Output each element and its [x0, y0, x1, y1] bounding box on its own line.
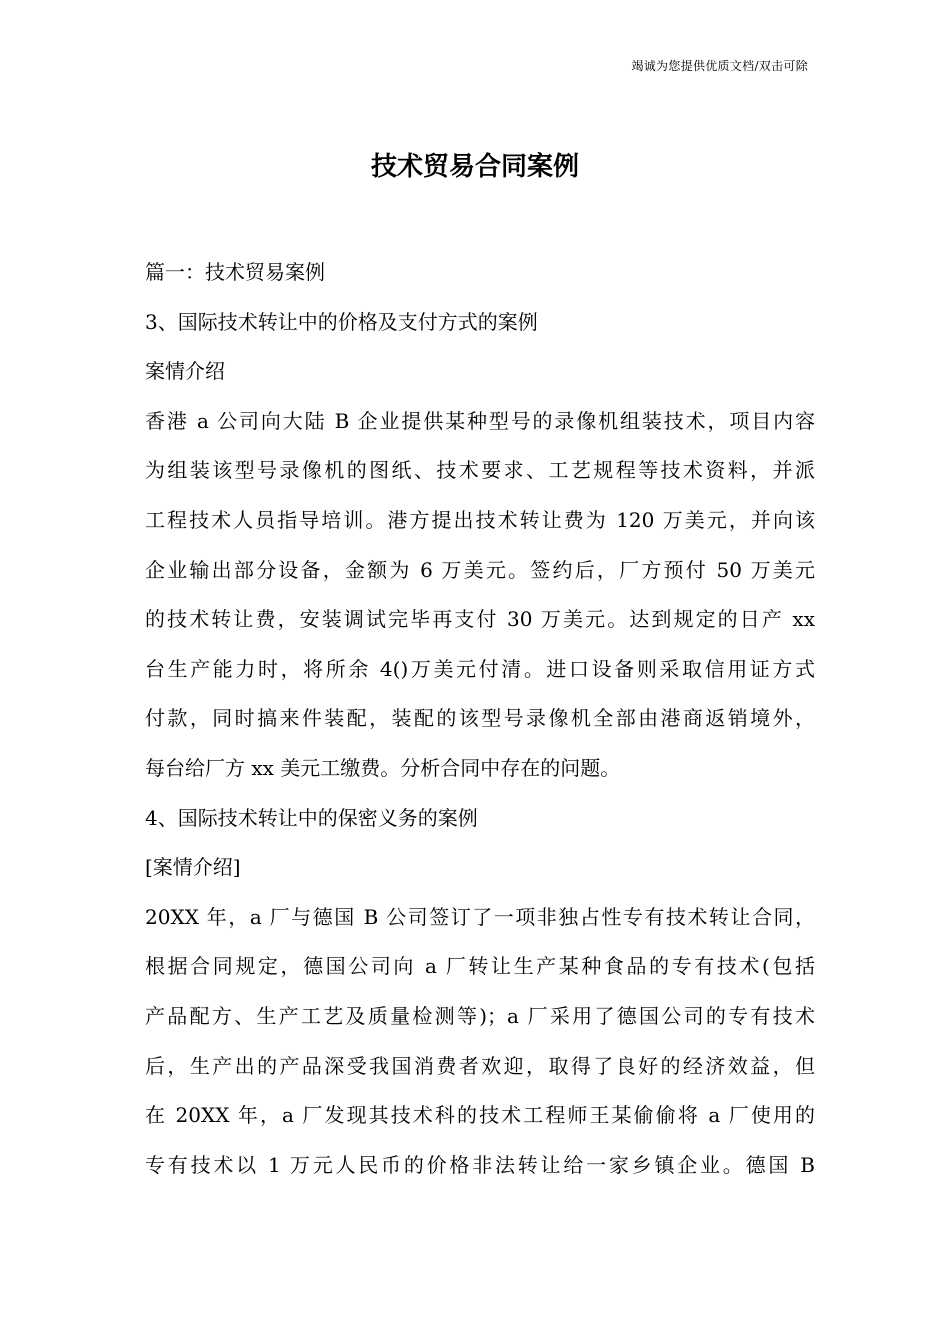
case-heading: 4、国际技术转让中的保密义务的案例: [145, 805, 478, 830]
section-heading: 篇一：技术贸易案例: [145, 260, 325, 284]
header-note: 竭诚为您提供优质文档/双击可除: [631, 59, 808, 73]
paragraph-line: 20XX 年，a 厂与德国 B 公司签订了一项非独占性专有技术转让合同，: [145, 904, 815, 929]
paragraph-line: 台生产能力时，将所余 4()万美元付清。进口设备则采取信用证方式: [145, 656, 815, 681]
paragraph-line: 每台给厂方 xx 美元工缴费。分析合同中存在的问题。: [145, 755, 621, 780]
paragraph-line: 的技术转让费，安装调试完毕再支付 30 万美元。达到规定的日产 xx: [145, 607, 815, 632]
document-title: 技术贸易合同案例: [370, 152, 579, 182]
paragraph-line: 香港 a 公司向大陆 B 企业提供某种型号的录像机组装技术，项目内容: [145, 408, 815, 433]
paragraph-line: 产品配方、生产工艺及质量检测等)；a 厂采用了德国公司的专有技术: [145, 1003, 815, 1028]
paragraph-line: 根据合同规定，德国公司向 a 厂转让生产某种食品的专有技术(包括: [145, 954, 815, 979]
case-heading: 3、国际技术转让中的价格及支付方式的案例: [145, 309, 538, 334]
document-body: [145, 253, 815, 1195]
case-subheading: 案情介绍: [145, 359, 225, 384]
case-subheading: [案情介绍]: [145, 855, 241, 880]
paragraph-line: 专有技术以 1 万元人民币的价格非法转让给一家乡镇企业。德国 B: [145, 1152, 815, 1177]
paragraph-line: 在 20XX 年，a 厂发现其技术科的技术工程师王某偷偷将 a 厂使用的: [145, 1103, 815, 1128]
paragraph-line: 企业输出部分设备，金额为 6 万美元。签约后，厂方预付 50 万美元: [145, 557, 815, 582]
paragraph-line: 付款，同时搞来件装配，装配的该型号录像机全部由港商返销境外，: [145, 706, 815, 731]
paragraph-line: 后，生产出的产品深受我国消费者欢迎，取得了良好的经济效益，但: [145, 1053, 815, 1078]
paragraph-line: 工程技术人员指导培训。港方提出技术转让费为 120 万美元，并向该: [145, 507, 815, 532]
paragraph-line: 为组装该型号录像机的图纸、技术要求、工艺规程等技术资料，并派: [145, 458, 815, 483]
